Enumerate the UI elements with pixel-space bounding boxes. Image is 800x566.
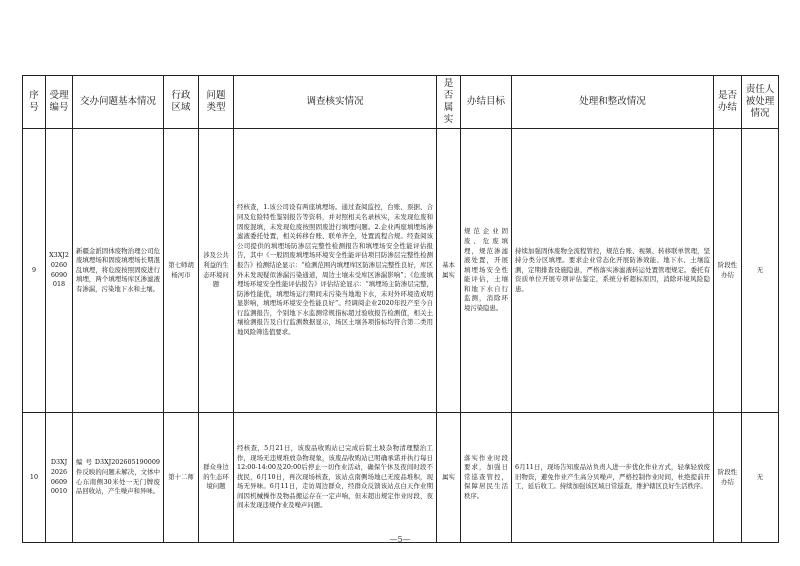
cell-goal: 规范企业固废、危废填埋，规范渗滤液处置，开展填埋场安全性能评估，土壤和地下水自行监测，消除环境污染隐患。 <box>461 129 512 413</box>
cell-type: 群众身边的生态环境问题 <box>199 413 234 543</box>
header-handling: 处理和整改情况 <box>512 76 714 129</box>
cell-issue: 编号D3XJ202605190009件反映的问题未解决，文体中心东南侧30米处一无门牌废品回收站，产生噪声和异味。 <box>73 413 164 543</box>
header-type: 问题类型 <box>199 76 234 129</box>
table-row <box>23 413 779 543</box>
header-code: 受理编号 <box>46 76 73 129</box>
table-row <box>23 129 779 413</box>
header-investigation: 调查核实情况 <box>234 76 437 129</box>
header-issue: 交办问题基本情况 <box>73 76 164 129</box>
cell-closed: 阶段性办结 <box>714 129 742 413</box>
header-goal: 办结目标 <box>461 76 512 129</box>
cell-investigation: 经核查，5月21日，该废品收购站已完成后院土坡杂物清理整治工作，现场无违规堆放杂物现象，该废品收购站已明确承诺并执行每日12:00-14:00及20:00后停止一切作业活动，确保午休及夜间时段不扰民，6月10日，再次现场核查，该站点南侧场地已无废品堆积，现场无异味。6月11日，走访周边群众，经群众反馈该站点白天作业期间因机械操作及物品搬运存在一定声响，但未超出规定作业时段，夜间未发现违规作业及噪声问题。 <box>234 413 437 543</box>
cell-closed: 阶段性办结 <box>714 413 742 543</box>
cell-issue: 新疆金派固体废物治理公司危废填埋场和固废填埋场长期混乱填埋，将危废按照固废进行填埋，两个填埋场库区渗滤液有渗漏，污染地下水和土壤。 <box>73 129 164 413</box>
cell-verified: 属实 <box>437 413 461 543</box>
header-region: 行政区域 <box>164 76 199 129</box>
header-verified: 是否属实 <box>437 76 461 129</box>
page-number: —5— <box>389 535 411 544</box>
cell-code: D3XJ202606090010 <box>46 413 73 543</box>
case-table <box>22 75 779 543</box>
cell-verified: 基本属实 <box>437 129 461 413</box>
cell-seq: 9 <box>23 129 46 413</box>
cell-handling: 持续加强固体废物全流程管控，规范台账、视频、转移联单管理，坚持分类分区填埋。要求企业常态化开展防渗效能、地下水、土壤监测，定期排查设施隐患，严格落实渗滤液转运处置管理规定。委托有资质单位开展专项评估鉴定，系统分析超标原因，消除环境风险隐患。 <box>512 129 714 413</box>
cell-goal: 落实作业时段要求，加强日常巡查管控，保障居民生活秩序。 <box>461 413 512 543</box>
cell-type: 涉及公共利益的生态环境问题 <box>199 129 234 413</box>
cell-investigation: 经核查，1.该公司设有两座填埋场。通过查阅监控，台账、票据、合同及危险特性鉴别报告等资料，并对照相关名录核实，未发现危废和固废混填，未发现危废按照固废进行填埋问题。2.企业两座填埋场渗滤液委托处置，相关转移台账、联单齐全，处置流程合规。经查阅该公司提供的填埋场防渗层完整性检测报告和填埋场安全性能评估报告，其中《一般固废填埋场环境安全性能评估项目防渗层完整性检测报告》检测结论显示：“检测范围内填埋库区防渗层完整性良好，库区外未发现疑似渗漏污染通道，周边土壤未受库区渗漏影响”；《危废填埋场环境安全性能评估报告》评估结论显示：“填埋场主防渗层完整，防渗性能优，填埋场运行期间未污染当地地下水，未对外环境造成明显影响，填埋场环境安全性能良好”。经调阅企业2020年投产至今自行监测报告，个别地下水监测常规指标超过验收报告检测值，相关土壤检测报告及自行监测数据显示，场区土壤各项指标均符合第二类用地风险筛选值要求。 <box>234 129 437 413</box>
header-row <box>23 76 779 129</box>
header-seq: 序号 <box>23 76 46 129</box>
cell-region: 第十二师 <box>164 413 199 543</box>
cell-region: 第七师胡杨河市 <box>164 129 199 413</box>
header-accountability: 责任人被处理情况 <box>742 76 779 129</box>
cell-accountability: 无 <box>742 413 779 543</box>
header-closed: 是否办结 <box>714 76 742 129</box>
cell-seq: 10 <box>23 413 46 543</box>
cell-handling: 6月11日，现场告知废品站负责人进一步优化作业方式，轻拿轻放废旧物资，避免作业产生高分贝噪声，严格控制作业时间，杜绝提前开工，延后收工。持续加强该区域日常巡查，维护辖区良好生活秩序。 <box>512 413 714 543</box>
cell-code: X3XJ202606090018 <box>46 129 73 413</box>
cell-accountability: 无 <box>742 129 779 413</box>
